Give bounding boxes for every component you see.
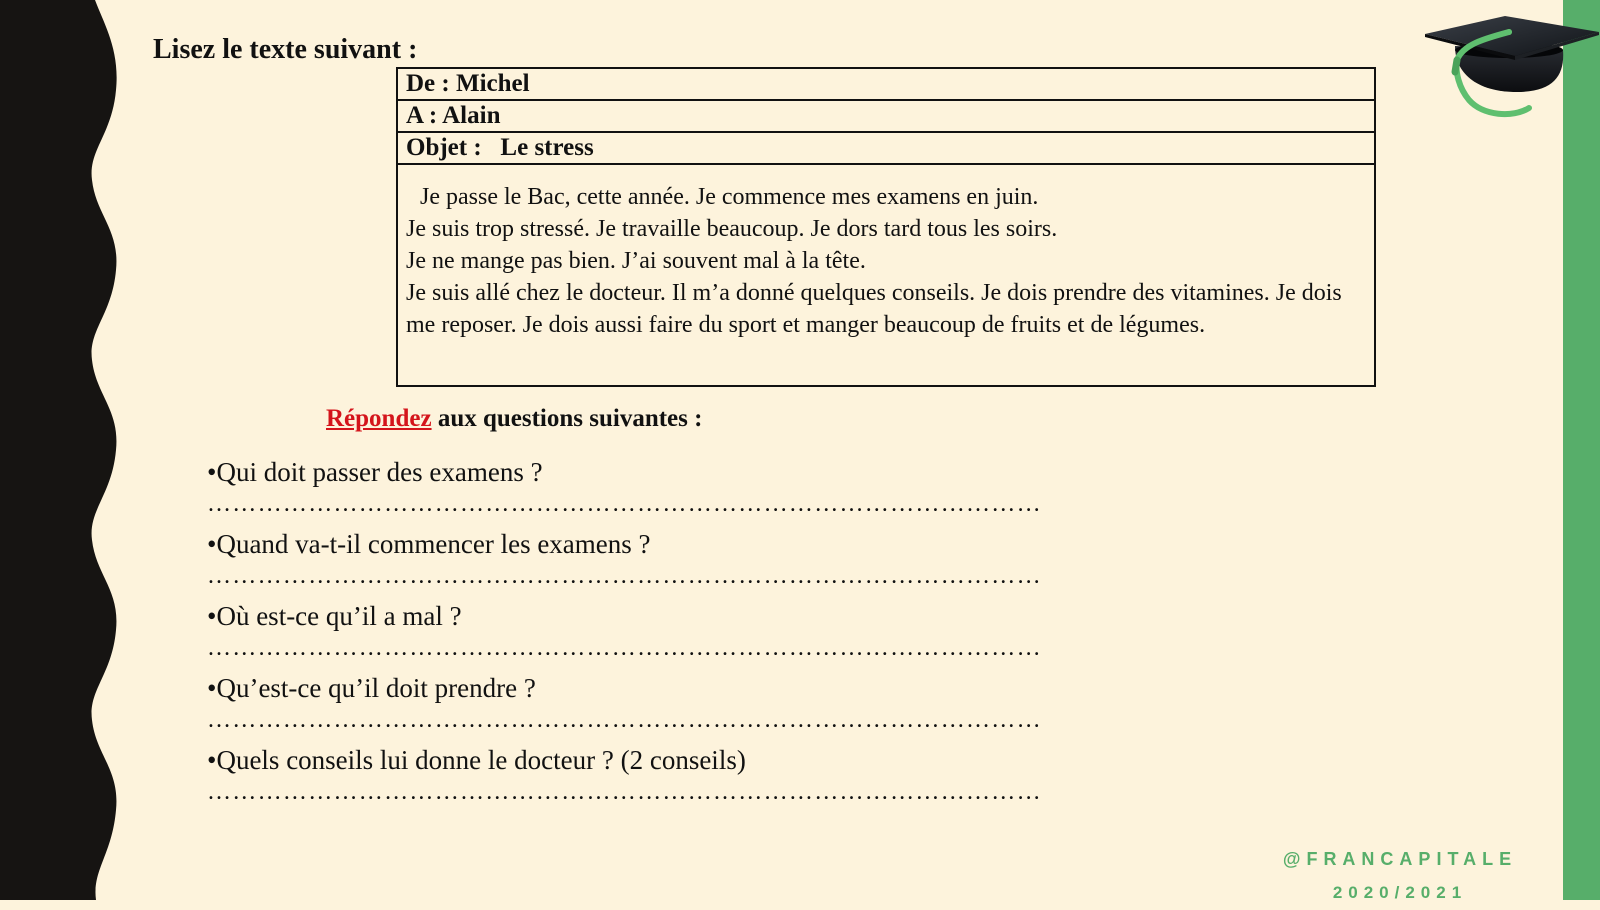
question-list: [207, 455, 1227, 815]
question-item: [207, 671, 1227, 743]
letter-from-row: [398, 69, 1374, 101]
watermark-year: 2020/2021: [1332, 883, 1468, 902]
question-text: •Quels conseils lui donne le docteur ? (2 conseils): [207, 745, 746, 775]
letter-to-row: [398, 101, 1374, 133]
letter-body: [398, 165, 1374, 385]
graduation-cap-icon: [1425, 10, 1600, 125]
question-text: •Qui doit passer des examens ?: [207, 457, 543, 487]
question-item: [207, 455, 1227, 527]
letter-line: Je suis allé chez le docteur. Il m’a donné quelques conseils. Je dois prendre des vitamines. Je dois me reposer. Je dois aussi faire du sport et manger beaucoup de fruits et de légumes.: [406, 280, 1342, 338]
question-text: •Quand va-t-il commencer les examens ?: [207, 529, 651, 559]
question-item: [207, 743, 1227, 815]
letter-subject-row: [398, 133, 1374, 165]
letter-line: Je passe le Bac, cette année. Je commence mes examens en juin.: [420, 184, 1039, 210]
watermark-handle: @FRANCAPITALE: [1282, 849, 1518, 869]
instruction-verb: Répondez: [326, 405, 432, 432]
from-value: Michel: [455, 70, 530, 97]
question-text: •Où est-ce qu’il a mal ?: [207, 601, 462, 631]
subject-label: Objet :: [406, 134, 482, 161]
question-item: [207, 599, 1227, 671]
page-title: Lisez le texte suivant :: [153, 34, 418, 65]
question-text: •Qu’est-ce qu’il doit prendre ?: [207, 673, 536, 703]
subject-value: Le stress: [500, 134, 594, 161]
green-side-strip: [1563, 0, 1600, 900]
answer-line[interactable]: ………………………………………………………………………………………: [207, 779, 1042, 805]
answer-line[interactable]: ………………………………………………………………………………………: [207, 563, 1042, 589]
answer-line[interactable]: ………………………………………………………………………………………: [207, 635, 1042, 661]
letter-box: [396, 67, 1376, 387]
to-value: Alain: [442, 102, 501, 129]
question-item: [207, 527, 1227, 599]
letter-line: Je suis trop stressé. Je travaille beaucoup. Je dors tard tous les soirs.: [406, 216, 1058, 242]
answer-line[interactable]: ………………………………………………………………………………………: [207, 707, 1042, 733]
from-label: De :: [406, 70, 450, 97]
answer-line[interactable]: ………………………………………………………………………………………: [207, 491, 1042, 517]
letter-line: Je ne mange pas bien. J’ai souvent mal à la tête.: [406, 248, 866, 274]
instruction-rest: aux questions suivantes :: [437, 405, 703, 432]
decorative-wave-border: [0, 0, 120, 900]
instruction: [326, 405, 702, 433]
to-label: A :: [406, 102, 438, 129]
